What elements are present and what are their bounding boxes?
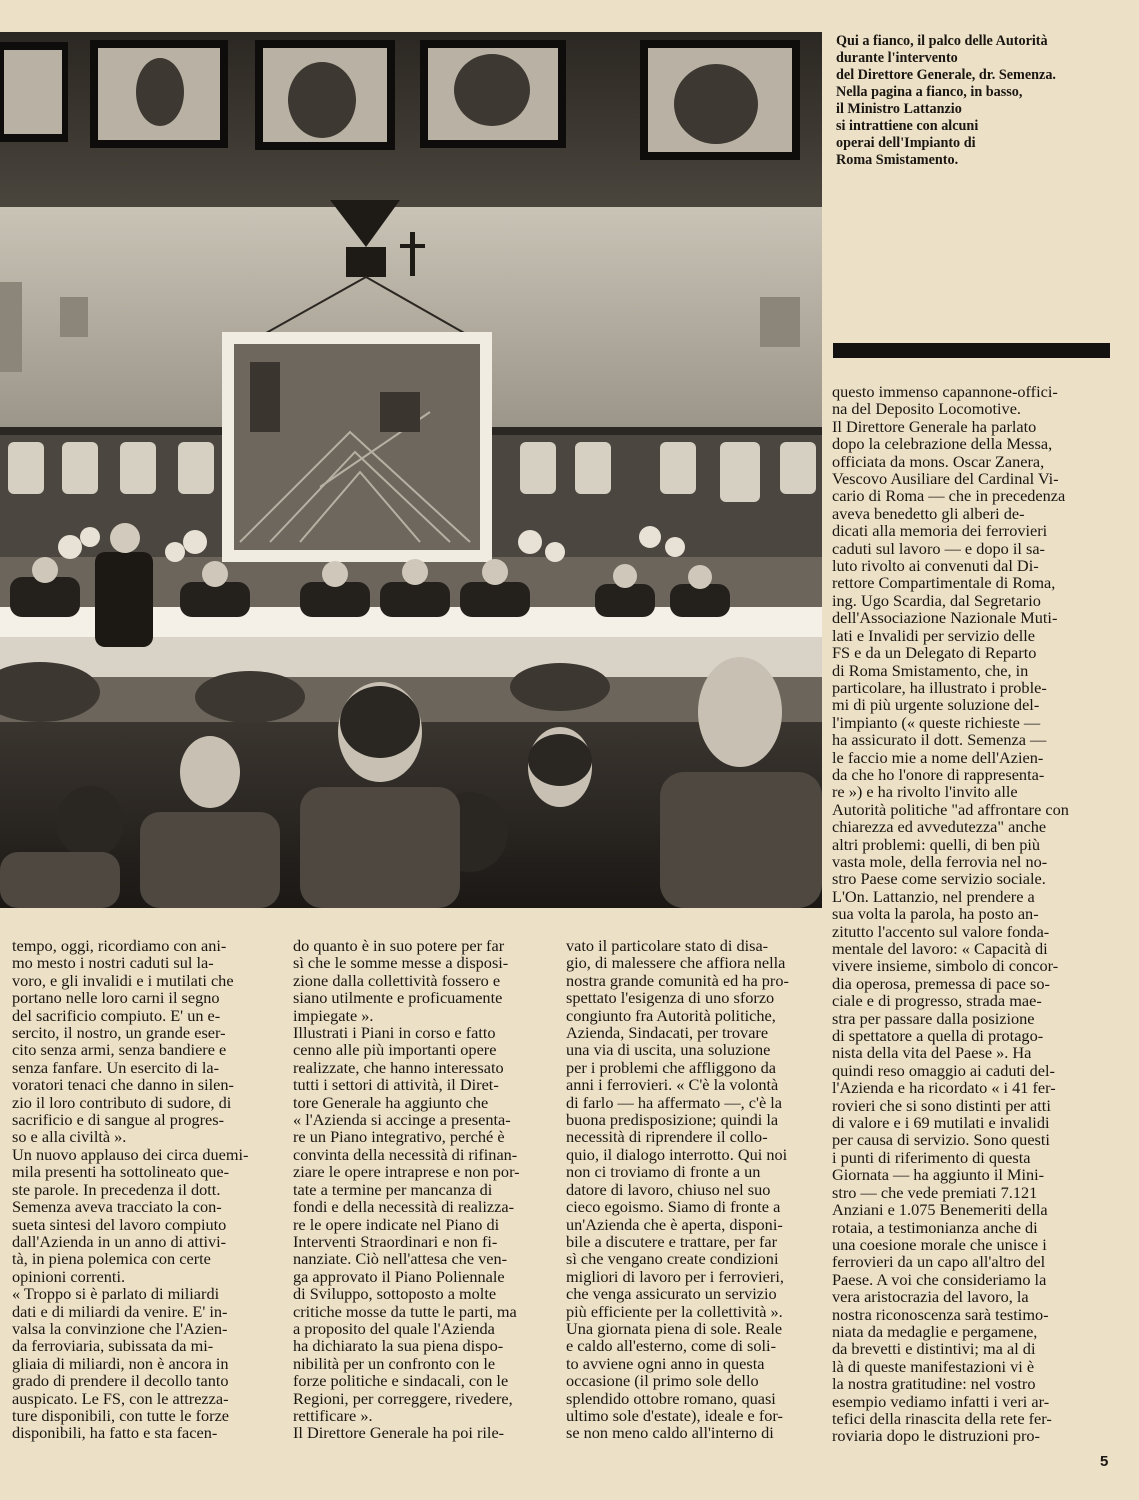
article-column-3: vato il particolare stato di disa- gio, di malessere che affiora nella nostra grande comunità ed ha pro- spettato l'esigenza di uno sforzo congiunto fra Autorità politiche, Azienda, Sindacati, per trovare una via di uscita, una soluzione per i problemi che affliggono da anni i ferrovieri. « C'è la volontà di farlo — ha affermato —, c'è la buona predisposizione; quindi la necessità di riprendere il collo- quio, il dialogo interrotto. Qui noi non ci troviamo di fronte a un datore di lavoro, chiuso nel suo cieco egoismo. Siamo di fronte a un'Azienda che è aperta, disponi- bile a discutere e trattare, per far sì che vengano create condizioni migliori di lavoro per i ferrovieri, che venga assicurato un servizio più efficiente per la collettività ». Una giornata piena di sole. Reale e caldo all'esterno, come di soli- to avviene ogni anno in questa occasione (il primo sole dello splendido ottobre romano, quasi ultimo sole d'estate), ideale e for- se non meno caldo all'interno di: [566, 936, 789, 1443]
page-number: 5: [1100, 1453, 1109, 1470]
ceremony-photo: [0, 32, 822, 908]
article-column-1: tempo, oggi, ricordiamo con ani- mo mesto i nostri caduti sul la- voro, e gli invalidi e i mutilati che portano nelle loro carni il segno del sacrificio compiuto. E' un e- sercito, il nostro, un grande eser- cito senza armi, senza bandiere e senza fanfare. Un esercito di la- voratori tenaci che danno in silen- zio il loro contributo di sudore, di sacrificio e di sangue al progres- so e alla civiltà ». Un nuovo applauso dei circa duemi- mila presenti ha sottolineato que- ste parole. In precedenza il dott. Semenza aveva tracciato la con- sueta sintesi del lavoro compiuto dall'Azienda in un anno di attivi- tà, in piena polemica con certe opinioni correnti. « Troppo si è parlato di miliardi dati e di miliardi da venire. E' in- valsa la convinzione che l'Azien- da ferroviaria, subissata da mi- gliaia di miliardi, non è ancora in grado di prendere il decollo tanto auspicato. Le FS, con le attrezza- ture disponibili, con tutte le forze disponibili, ha fatto e sta facen-: [12, 936, 249, 1443]
section-rule: [833, 343, 1110, 358]
article-column-2: do quanto è in suo potere per far sì che le somme messe a disposi- zione dalla collettività fossero e siano utilmente e proficuamente impiegate ». Illustrati i Piani in corso e fatto cenno alle più importanti opere realizzate, che hanno interessato tutti i settori di attività, il Diret- tore Generale ha aggiunto che « l'Azienda si accinge a presenta- re un Piano integrativo, perché è convinta della necessità di rifinan- ziare le opere intraprese e non por- tate a termine per mancanza di fondi e della necessità di realizza- re le opere indicate nel Piano di Interventi Straordinari e non fi- nanziate. Ciò nell'attesa che ven- ga approvato il Piano Poliennale di Sviluppo, sottoposto a molte critiche mosse da tutte le parti, ma a proposito del quale l'Azienda ha dichiarato la sua piena dispo- nibilità per un confronto con le forze politiche e sindacali, con le Regioni, per correggere, rivedere, rettificare ». Il Direttore Generale ha poi rile-: [293, 936, 520, 1443]
article-column-4: questo immenso capannone-offici- na del Deposito Locomotive. Il Direttore Generale ha parlato dopo la celebrazione della Messa, officiata da mons. Oscar Zanera, Vescovo Ausiliare del Cardinal Vi- cario di Roma — che in precedenza aveva benedetto gli alberi de- dicati alla memoria dei ferrovieri caduti sul lavoro — e dopo il sa- luto rivolto ai convenuti dal Di- rettore Compartimentale di Roma, ing. Ugo Scardia, dal Segretario dell'Associazione Nazionale Muti- lati e Invalidi per servizio delle FS e da un Delegato di Reparto di Roma Smistamento, che, in particolare, ha illustrato i proble- mi di più urgente soluzione del- l'impianto (« queste richieste — ha assicurato il dott. Semenza — le faccio mie a nome dell'Azien- da che ho l'onore di rappresenta- re ») e ha rivolto l'invito alle Autorità politiche "ad affrontare con chiarezza ed avvedutezza" anche altri problemi: quelli, di ben più vasta mole, della ferrovia nel no- stro Paese come servizio sociale. L'On. Lattanzio, nel prendere a sua volta la parola, ha posto an- zitutto l'accento sul valore fonda- mentale del lavoro: « Capacità di vivere insieme, simbolo di concor- dia operosa, premessa di pace so- ciale e di progresso, strada mae- stra per passare dalla posizione di spettatore a quella di protago- nista della vita del Paese ». Ha quindi reso omaggio ai caduti del- l'Azienda e ha ricordato « i 41 fer- rovieri che si sono distinti per atti di valore e i 69 mutilati e invalidi per causa di servizio. Sono questi i punti di riferimento di questa Giornata — ha aggiunto il Mini- stro — che vede premiati 7.121 Anziani e 1.075 Benemeriti della rotaia, a testimonianza anche di una coesione morale che unisce i ferrovieri da un capo all'altro del Paese. A voi che consideriamo la vera aristocrazia del lavoro, la nostra riconoscenza sarà testimo- niata da medaglie e pergamene, da brevetti e distintivi; ma al di là di queste manifestazioni vi è la nostra gratitudine: nel vostro esempio vediamo infatti i veri ar- tefici della rinascita della rete fer- roviaria dopo le distruzioni pro-: [832, 382, 1069, 1446]
photo-caption: Qui a fianco, il palco delle Autorità durante l'intervento del Direttore Generale, dr. Semenza. Nella pagina a fianco, in basso, il Ministro Lattanzio si intrattiene con alcuni operai dell'Impianto di Roma Smistamento.: [836, 33, 1056, 168]
